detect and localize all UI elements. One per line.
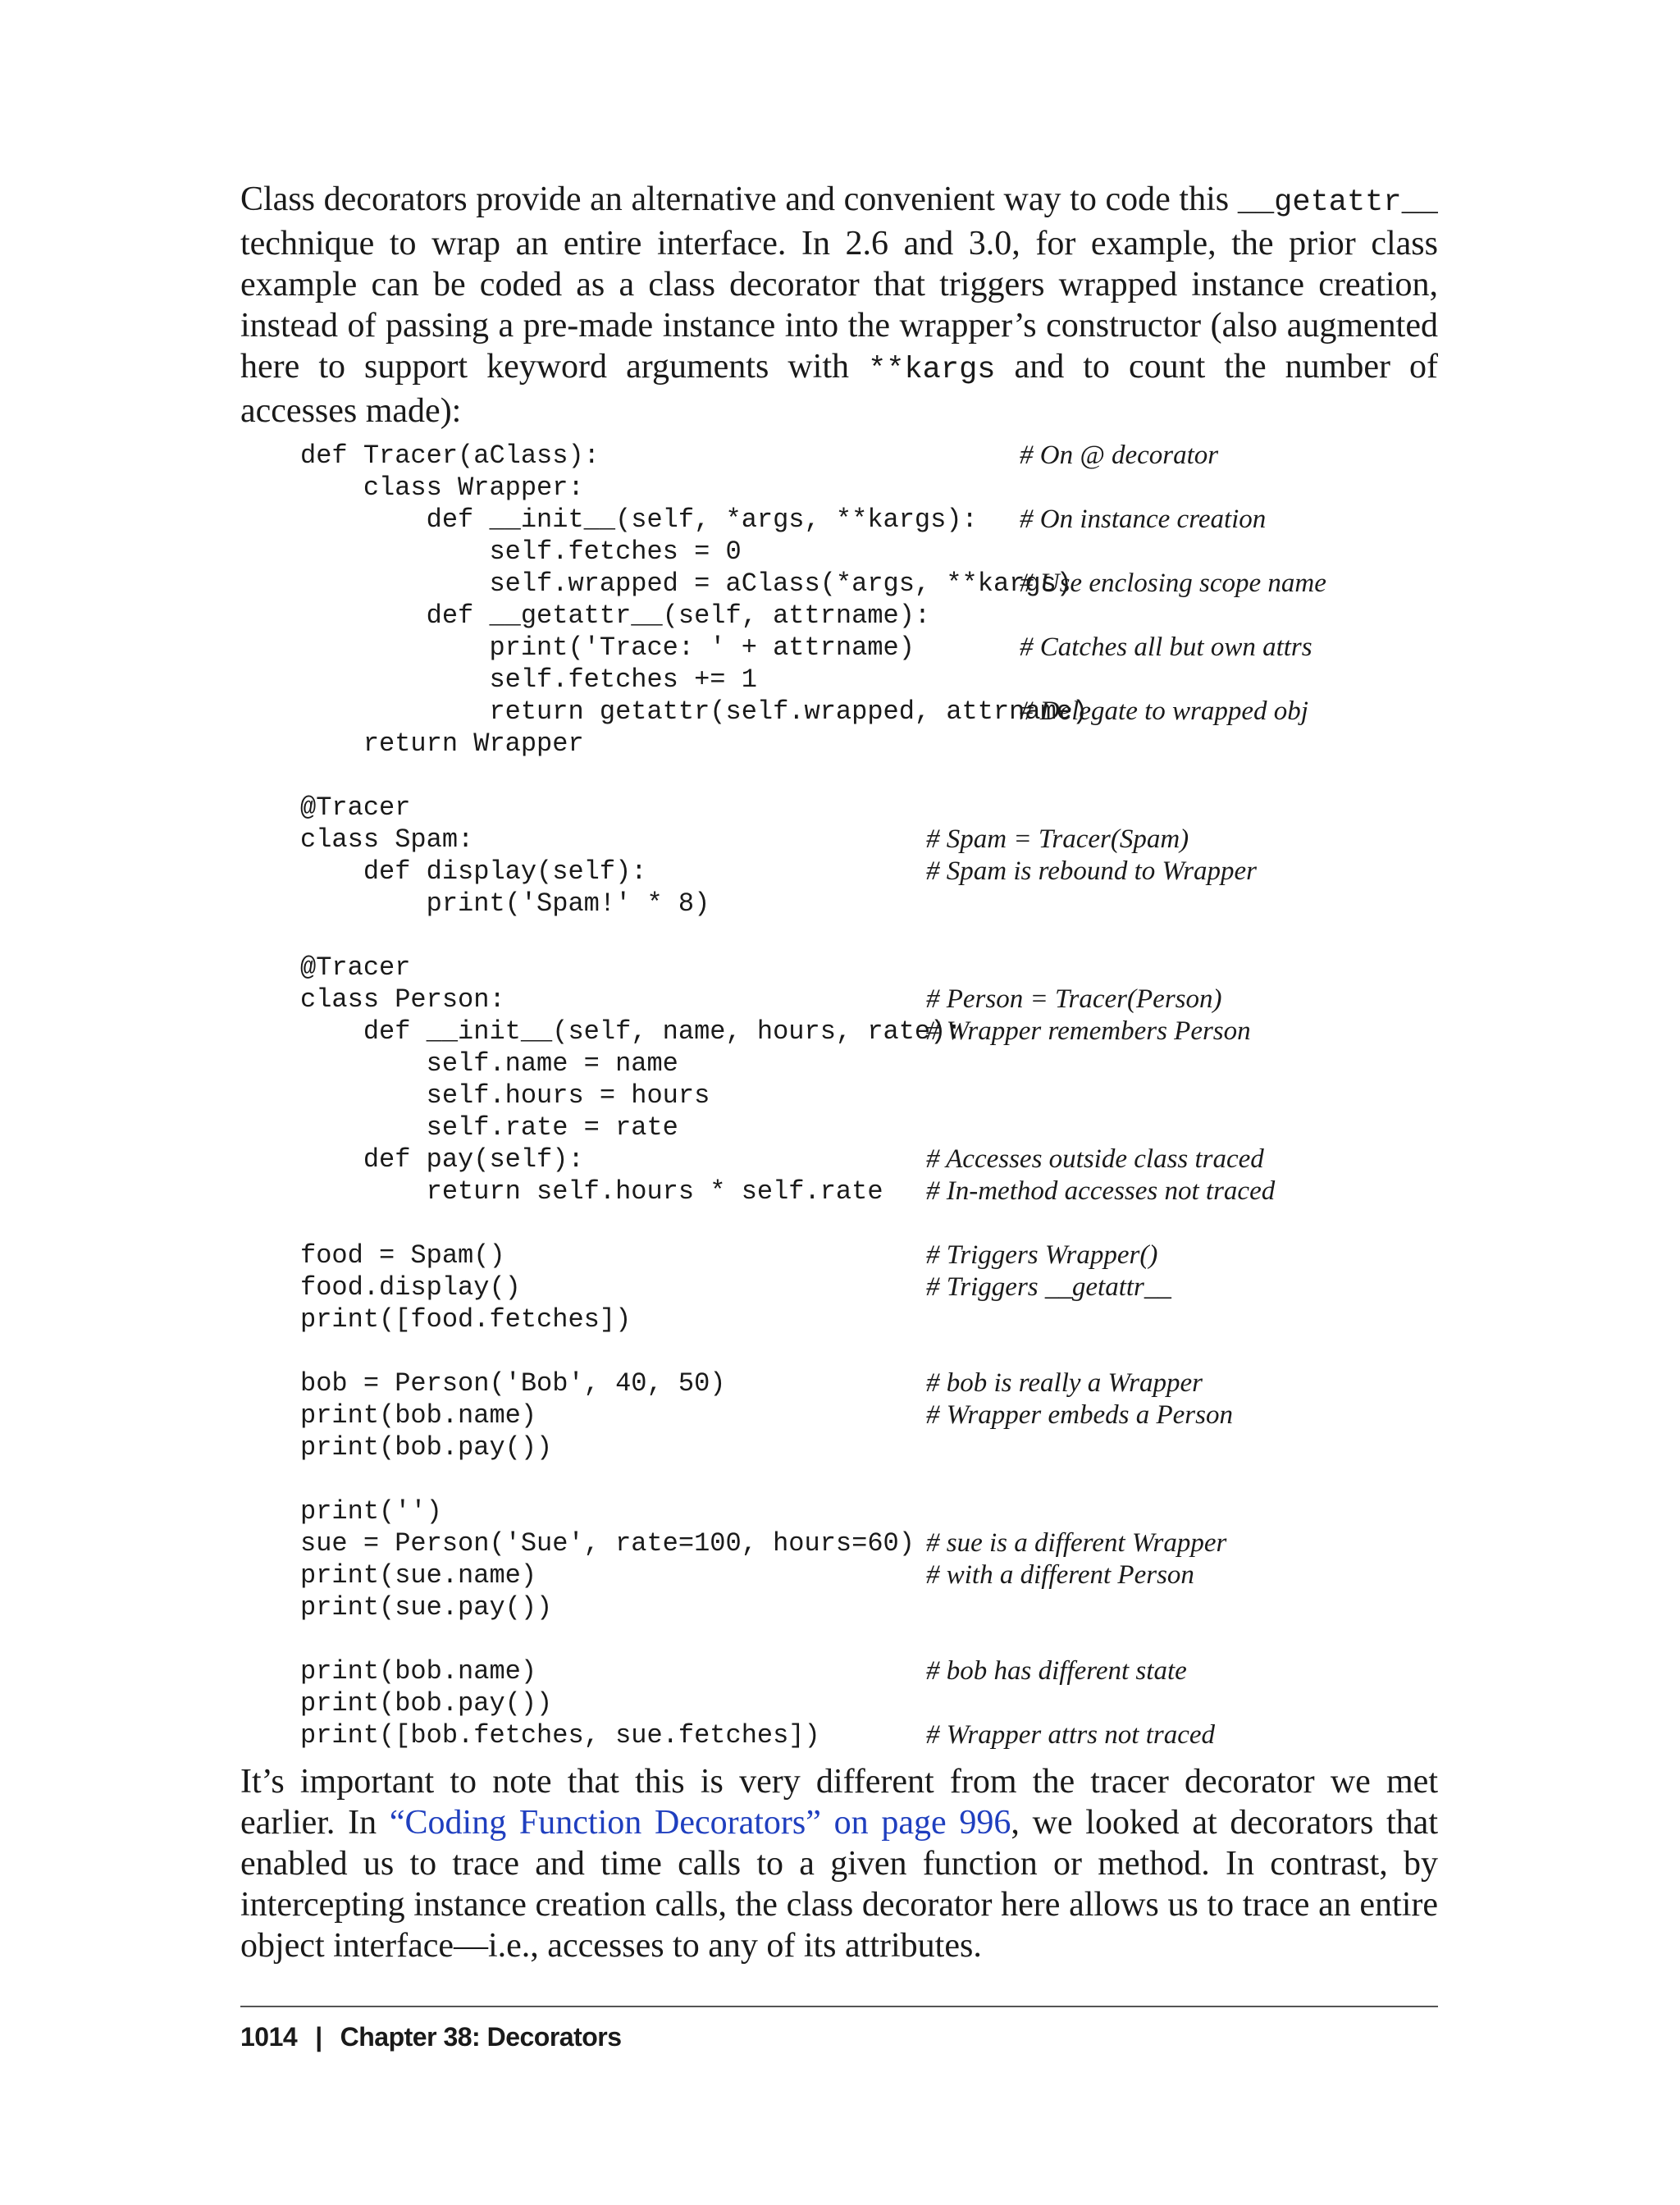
code-line: [300, 1559, 1438, 1591]
code-comment: # bob has different state: [926, 1656, 1187, 1686]
code-text: food.display(): [300, 1272, 521, 1303]
code-text: class Wrapper:: [300, 472, 584, 503]
code-text: food = Spam(): [300, 1240, 505, 1271]
code-text: def Tracer(aClass):: [300, 441, 600, 471]
code-text: def __init__(self, *args, **kargs):: [300, 504, 978, 535]
code-comment: # On @ decorator: [1020, 441, 1219, 470]
chapter-title: Chapter 38: Decorators: [340, 2022, 622, 2052]
code-line: [300, 1655, 1438, 1687]
code-text: print(''): [300, 1496, 442, 1527]
code-comment: # Catches all but own attrs: [1020, 632, 1312, 662]
cross-reference-link[interactable]: “Coding Function Decorators” on page 996: [389, 1804, 1011, 1842]
code-text: self.fetches = 0: [300, 536, 742, 567]
inline-code-kargs: **kargs: [868, 353, 996, 387]
code-comment: # Spam is rebound to Wrapper: [926, 856, 1258, 886]
code-text: print([bob.fetches, sue.fetches]): [300, 1720, 820, 1751]
code-line: [300, 1271, 1438, 1303]
code-text: def pay(self):: [300, 1144, 584, 1175]
code-line: [300, 760, 1438, 792]
code-comment: # Delegate to wrapped obj: [1020, 696, 1308, 726]
code-line: [300, 664, 1438, 696]
code-comment: # Accesses outside class traced: [926, 1144, 1264, 1174]
code-line: [300, 1591, 1438, 1623]
footer-separator: |: [315, 2022, 322, 2052]
code-line: [300, 1367, 1438, 1399]
code-text: return getattr(self.wrapped, attrname): [300, 696, 1089, 727]
code-line: [300, 632, 1438, 664]
code-line: [300, 1303, 1438, 1335]
code-line: [300, 792, 1438, 824]
code-line: [300, 1527, 1438, 1559]
code-text: bob = Person('Bob', 40, 50): [300, 1368, 726, 1399]
code-text: self.hours = hours: [300, 1080, 710, 1111]
code-line: [300, 888, 1438, 920]
code-comment: # Triggers Wrapper(): [926, 1240, 1158, 1270]
code-text: print('Spam!' * 8): [300, 888, 710, 919]
code-line: [300, 1623, 1438, 1655]
closing-paragraph: [240, 1761, 1438, 1966]
code-text: self.name = name: [300, 1048, 678, 1079]
code-text: print('Trace: ' + attrname): [300, 632, 915, 663]
code-line: [300, 1176, 1438, 1208]
code-line: [300, 920, 1438, 952]
code-text: print(sue.name): [300, 1560, 537, 1591]
code-line: [300, 952, 1438, 984]
page-footer: [240, 2006, 1438, 2052]
code-comment: # Wrapper remembers Person: [926, 1016, 1251, 1046]
code-text: print(bob.pay()): [300, 1432, 553, 1463]
code-line: [300, 1335, 1438, 1367]
code-line: [300, 1687, 1438, 1719]
code-comment: # Triggers __getattr__: [926, 1272, 1171, 1302]
code-comment: # Wrapper embeds a Person: [926, 1400, 1233, 1430]
code-text: self.rate = rate: [300, 1112, 678, 1143]
code-line: [300, 1719, 1438, 1751]
code-line: [300, 472, 1438, 504]
code-comment: # Wrapper attrs not traced: [926, 1720, 1215, 1750]
intro-paragraph: [240, 179, 1438, 431]
code-text: print(bob.pay()): [300, 1688, 553, 1719]
page-number: 1014: [240, 2022, 298, 2052]
code-line: [300, 600, 1438, 632]
code-line: [300, 1080, 1438, 1112]
intro-text-3: and to count the number of accesses made):: [240, 348, 1439, 430]
code-line: [300, 440, 1438, 472]
inline-code-getattr: __getattr__: [1237, 185, 1438, 220]
code-line: [300, 1144, 1438, 1176]
footer-rule: [240, 2006, 1438, 2007]
code-text: class Spam:: [300, 824, 474, 855]
code-line: [300, 824, 1438, 856]
code-line: [300, 1208, 1438, 1239]
code-text: print([food.fetches]): [300, 1304, 632, 1335]
code-text: def display(self):: [300, 856, 647, 887]
page-content: [240, 179, 1438, 1966]
code-comment: # On instance creation: [1020, 504, 1267, 534]
code-line: [300, 1239, 1438, 1271]
closing-text-2: , we looked at decorators that enabled us to trace and time calls to a given function or method. In contrast, by intercepting instance creation calls, the class decorator here allows us to trace an entire object interface—i.e., accesses to any of its attributes.: [240, 1804, 1438, 1965]
intro-text-2: technique to wrap an entire interface. In 2.6 and 3.0, for example, the prior class example can be coded as a class decorator that triggers wrapped instance creation, instead of passing a pre-made instance into the wrapper’s constructor (also augmented here to support keyword arguments with: [240, 225, 1438, 386]
code-text: def __init__(self, name, hours, rate):: [300, 1016, 962, 1047]
code-line: [300, 1463, 1438, 1495]
code-comment: # Spam = Tracer(Spam): [926, 824, 1189, 854]
code-line: [300, 1399, 1438, 1431]
code-comment: # bob is really a Wrapper: [926, 1368, 1203, 1398]
code-line: [300, 1431, 1438, 1463]
code-comment: # In-method accesses not traced: [926, 1176, 1276, 1206]
code-text: sue = Person('Sue', rate=100, hours=60): [300, 1528, 915, 1559]
code-text: @Tracer: [300, 792, 411, 823]
code-line: [300, 504, 1438, 536]
code-line: [300, 728, 1438, 760]
code-text: self.fetches += 1: [300, 664, 757, 695]
code-text: print(sue.pay()): [300, 1592, 553, 1623]
code-text: print(bob.name): [300, 1400, 537, 1431]
code-text: class Person:: [300, 984, 505, 1015]
code-text: return Wrapper: [300, 728, 584, 759]
intro-text-1: Class decorators provide an alternative and convenient way to code this: [240, 180, 1238, 218]
code-comment: # Use enclosing scope name: [1020, 568, 1326, 598]
code-text: @Tracer: [300, 952, 411, 983]
code-text: self.wrapped = aClass(*args, **kargs): [300, 568, 1072, 599]
code-line: [300, 696, 1438, 728]
code-line: [300, 856, 1438, 888]
footer-text: [240, 2022, 1438, 2052]
code-block-tracer-usage: [300, 760, 1438, 1751]
code-listing: [300, 440, 1438, 1751]
code-line: [300, 568, 1438, 600]
code-line: [300, 536, 1438, 568]
code-line: [300, 1016, 1438, 1048]
code-comment: # sue is a different Wrapper: [926, 1528, 1227, 1558]
code-text: return self.hours * self.rate: [300, 1176, 883, 1207]
code-line: [300, 1112, 1438, 1144]
code-text: print(bob.name): [300, 1656, 537, 1687]
code-block-tracer-definition: [300, 440, 1438, 760]
code-line: [300, 1495, 1438, 1527]
code-comment: # with a different Person: [926, 1560, 1194, 1590]
code-text: def __getattr__(self, attrname):: [300, 600, 931, 631]
code-comment: # Person = Tracer(Person): [926, 984, 1222, 1014]
code-line: [300, 1048, 1438, 1080]
closing-text-1: It’s important to note that this is very different from the tracer decorator we met earlier. In: [240, 1763, 1438, 1842]
code-line: [300, 984, 1438, 1016]
